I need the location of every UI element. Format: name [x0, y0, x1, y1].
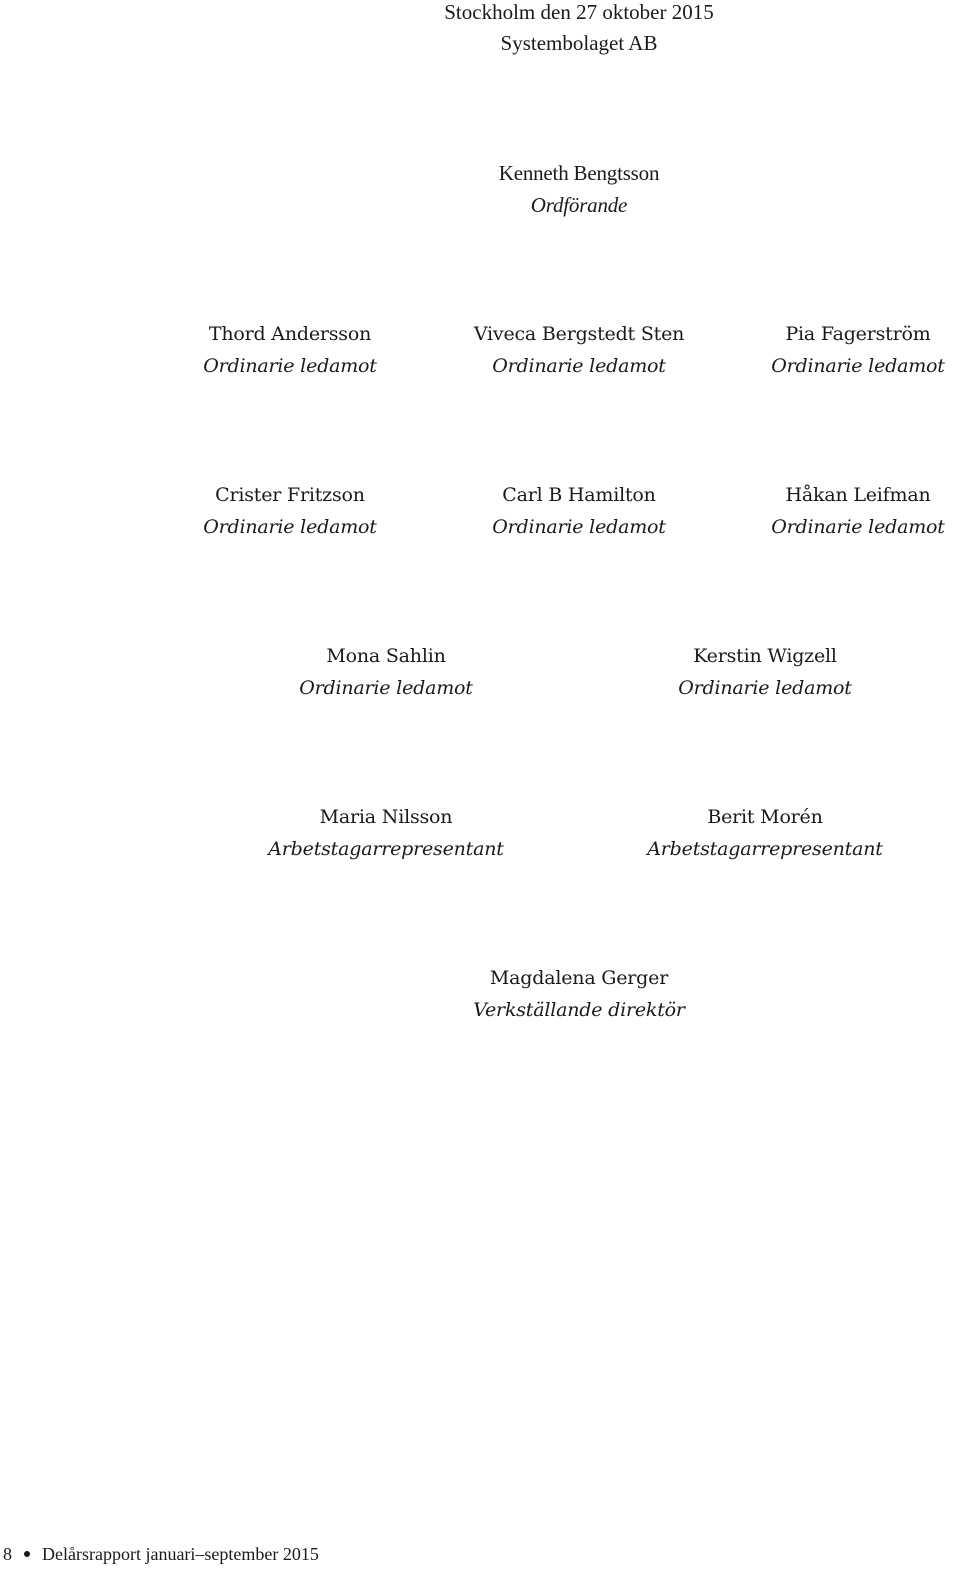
signatory-name: Carl B Hamilton: [502, 484, 656, 506]
signatory-name: Viveca Bergstedt Sten: [473, 323, 685, 345]
signatory-role: Ordinarie ledamot: [492, 355, 666, 377]
signatory-role: Ordförande: [530, 193, 628, 217]
page-number: 8: [3, 1544, 12, 1564]
signatory-name: Magdalena Gerger: [489, 967, 669, 989]
signature-block: [760, 479, 956, 543]
signatory-name: Kerstin Wigzell: [693, 645, 837, 667]
signatory-name: Håkan Leifman: [785, 484, 931, 506]
signature-block: [760, 318, 956, 382]
signatory-name: Berit Morén: [707, 806, 823, 828]
signature-block: [266, 640, 506, 704]
signature-block: [635, 801, 895, 865]
signature-block: [645, 640, 885, 704]
signatory-role: Ordinarie ledamot: [771, 516, 945, 538]
bullet-separator-icon: [24, 1551, 30, 1557]
place-date: Stockholm den 27 oktober 2015: [444, 0, 714, 24]
signature-block-chair: [430, 157, 728, 221]
signatory-role: Ordinarie ledamot: [299, 677, 473, 699]
company-name: Systembolaget AB: [500, 31, 658, 55]
signatory-role: Verkställande direktör: [473, 999, 685, 1021]
signatory-name: Maria Nilsson: [319, 806, 453, 828]
signature-block: [170, 318, 410, 382]
signatory-role: Arbetstagarrepresentant: [647, 838, 883, 860]
signature-block: [452, 318, 706, 382]
signatory-name: Kenneth Bengtsson: [498, 161, 660, 185]
signatory-name: Thord Andersson: [208, 323, 372, 345]
signatory-role: Ordinarie ledamot: [203, 516, 377, 538]
signatory-name: Mona Sahlin: [326, 645, 446, 667]
signatory-name: Crister Fritzson: [215, 484, 365, 506]
report-title: Delårsrapport januari–september 2015: [42, 1544, 319, 1564]
signatory-role: Ordinarie ledamot: [678, 677, 852, 699]
signatory-role: Ordinarie ledamot: [492, 516, 666, 538]
signature-block: [256, 801, 516, 865]
signature-block-ceo: [449, 962, 709, 1026]
signatory-role: Ordinarie ledamot: [771, 355, 945, 377]
signatory-name: Pia Fagerström: [785, 323, 931, 345]
signature-block: [170, 479, 410, 543]
signatory-role: Arbetstagarrepresentant: [268, 838, 504, 860]
signature-block: [452, 479, 706, 543]
page-footer: [3, 1540, 319, 1568]
signatory-role: Ordinarie ledamot: [203, 355, 377, 377]
